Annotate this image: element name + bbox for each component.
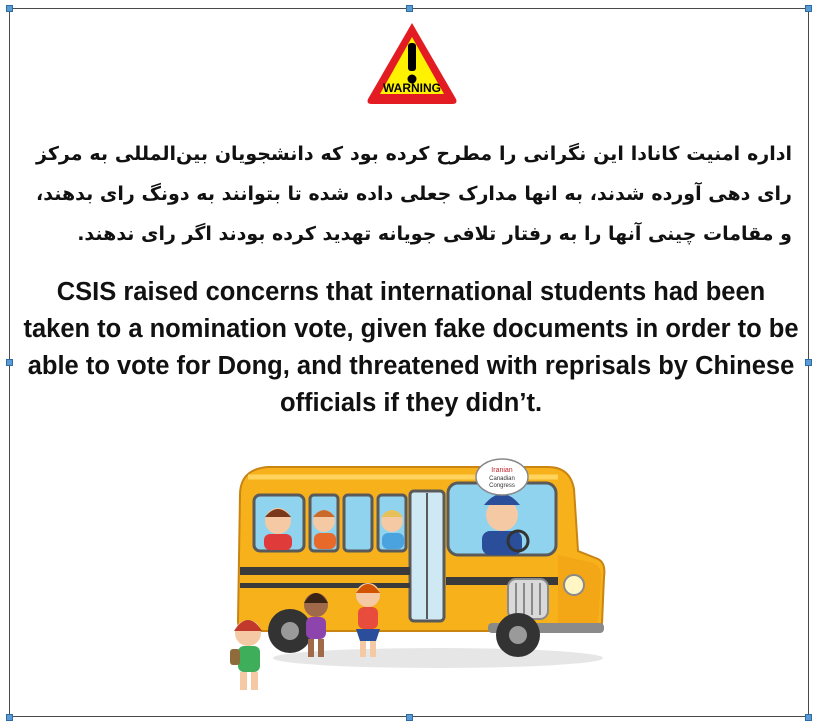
- english-paragraph: CSIS raised concerns that international students had been taken to a nomination vote, given fake documents in order to be able to vote for Dong, and threatened with reprisals by Chinese officials if they didn’t.: [23, 278, 799, 417]
- resize-handle-bottom-center[interactable]: [406, 714, 413, 721]
- resize-handle-top-left[interactable]: [6, 5, 13, 12]
- persian-paragraph: اداره امنیت کانادا این نگرانی را مطرح کرده بود که دانشجویان بین‌المللی به مرکز رای دهی آورده شدند، به انها مدارک جعلی داده شده تا بتوانند به دونگ رای بدهند، و مقامات چینی آنها را به رفتار تلافی جویانه تهدید کرده بودند اگر رای ندهند.: [36, 143, 792, 245]
- resize-handle-top-center[interactable]: [406, 5, 413, 12]
- warning-triangle-icon: [364, 19, 460, 107]
- warning-label: WARNING: [383, 81, 441, 95]
- resize-handle-top-right[interactable]: [805, 5, 812, 12]
- cap-badge-line-1: Iranian: [491, 467, 513, 474]
- resize-handle-bottom-right[interactable]: [805, 714, 812, 721]
- resize-handle-bottom-left[interactable]: [6, 714, 13, 721]
- school-bus-illustration: [218, 455, 606, 700]
- resize-handle-middle-left[interactable]: [6, 359, 13, 366]
- cap-badge-line-2: Canadian: [489, 476, 515, 482]
- resize-handle-middle-right[interactable]: [805, 359, 812, 366]
- cap-badge-line-3: Congress: [489, 483, 515, 489]
